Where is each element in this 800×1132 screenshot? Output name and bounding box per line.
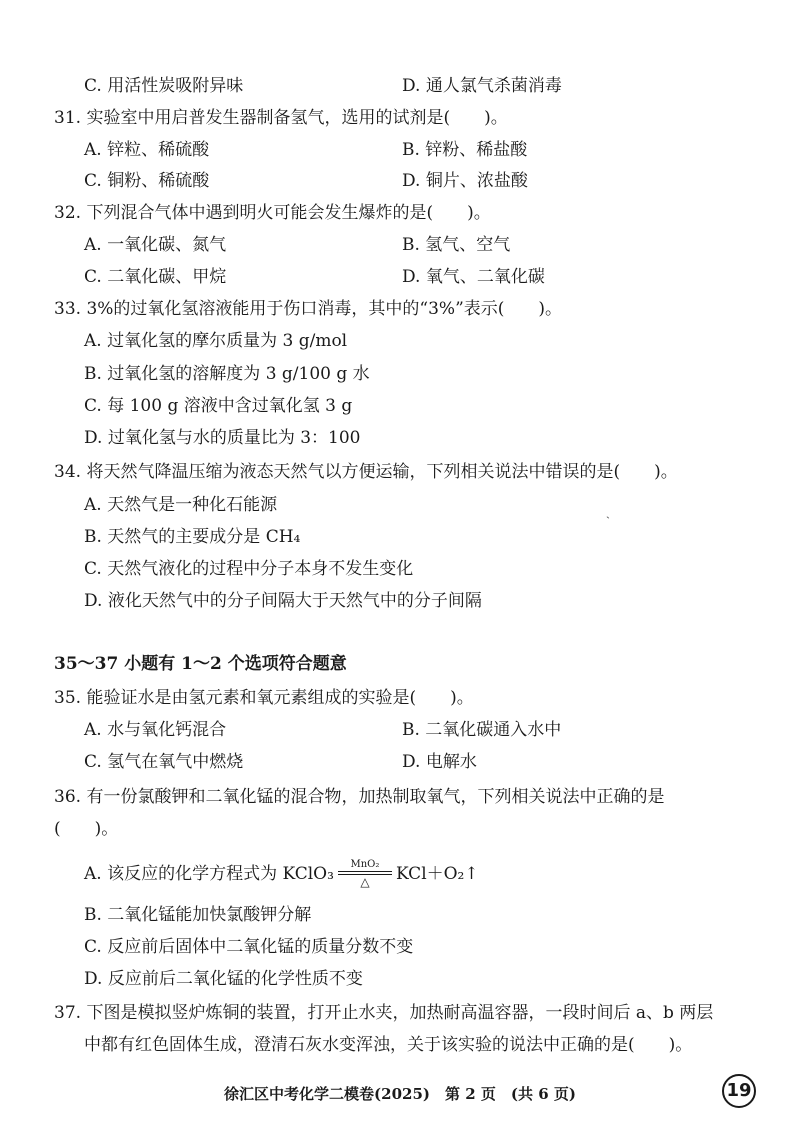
q35-option-a: A. 水与氧化钙混合: [84, 720, 227, 740]
q30-option-d: D. 通人氯气杀菌消毒: [402, 76, 562, 96]
q30-option-c: C. 用活性炭吸附异味: [84, 76, 244, 96]
reaction-condition: [338, 859, 392, 889]
q36-option-b: B. 二氧化锰能加快氯酸钾分解: [84, 905, 312, 925]
stray-pen-mark: ˏ: [606, 505, 610, 519]
q36-stem-line1: 36. 有一份氯酸钾和二氧化锰的混合物，加热制取氧气，下列相关说法中正确的是: [54, 787, 665, 807]
q34-stem: 34. 将天然气降温压缩为液态天然气以方便运输，下列相关说法中错误的是( )。: [54, 462, 678, 482]
q31-stem: 31. 实验室中用启普发生器制备氢气，选用的试剂是( )。: [54, 108, 508, 128]
q33-option-c: C. 每 100 g 溶液中含过氧化氢 3 g: [84, 396, 353, 416]
q33-option-d: D. 过氧化氢与水的质量比为 3：100: [84, 428, 361, 448]
page-number-badge: 19: [722, 1074, 756, 1108]
q35-option-c: C. 氢气在氧气中燃烧: [84, 752, 244, 772]
q35-option-b: B. 二氧化碳通入水中: [402, 720, 562, 740]
q37-stem-line2: 中都有红色固体生成，澄清石灰水变浑浊，关于该实验的说法中正确的是( )。: [84, 1035, 693, 1055]
q31-option-b: B. 锌粉、稀盐酸: [402, 140, 528, 160]
section-heading: 35～37 小题有 1～2 个选项符合题意: [54, 654, 347, 674]
q33-option-b: B. 过氧化氢的溶解度为 3 g/100 g 水: [84, 364, 370, 384]
q31-option-d: D. 铜片、浓盐酸: [402, 171, 528, 191]
q33-stem: 33. 3%的过氧化氢溶液能用于伤口消毒，其中的“3%”表示( )。: [54, 299, 563, 319]
q33-option-a: A. 过氧化氢的摩尔质量为 3 g/mol: [84, 331, 348, 351]
q32-option-c: C. 二氧化碳、甲烷: [84, 267, 227, 287]
q34-option-c: C. 天然气液化的过程中分子本身不发生变化: [84, 559, 414, 579]
q32-option-d: D. 氧气、二氧化碳: [402, 267, 545, 287]
q34-option-d: D. 液化天然气中的分子间隔大于天然气中的分子间隔: [84, 591, 482, 611]
q32-stem: 32. 下列混合气体中遇到明火可能会发生爆炸的是( )。: [54, 203, 491, 223]
q32-option-b: B. 氢气、空气: [402, 235, 511, 255]
q34-option-b: B. 天然气的主要成分是 CH₄: [84, 527, 301, 547]
q36-option-a: [84, 858, 479, 889]
q36-option-d: D. 反应前后二氧化锰的化学性质不变: [84, 969, 363, 989]
q35-option-d: D. 电解水: [402, 752, 477, 772]
heat-symbol: △: [360, 874, 370, 889]
q34-option-a: A. 天然气是一种化石能源: [84, 495, 278, 515]
q36-option-c: C. 反应前后固体中二氧化锰的质量分数不变: [84, 937, 414, 957]
q36-option-a-prefix: A. 该反应的化学方程式为 KClO₃: [84, 863, 334, 884]
q32-option-a: A. 一氧化碳、氮气: [84, 235, 227, 255]
page-footer: 徐汇区中考化学二模卷(2025) 第 2 页 (共 6 页): [224, 1085, 576, 1103]
q31-option-c: C. 铜粉、稀硫酸: [84, 171, 210, 191]
q36-stem-line2: ( )。: [54, 819, 119, 839]
catalyst-label: MnO₂: [350, 858, 380, 870]
q36-option-a-products: KCl＋O₂↑: [395, 863, 479, 884]
q31-option-a: A. 锌粒、稀硫酸: [84, 140, 210, 160]
q35-stem: 35. 能验证水是由氢元素和氧元素组成的实验是( )。: [54, 688, 474, 708]
q37-stem-line1: 37. 下图是模拟竖炉炼铜的装置，打开止水夹，加热耐高温容器，一段时间后 a、b 两层: [54, 1003, 714, 1023]
